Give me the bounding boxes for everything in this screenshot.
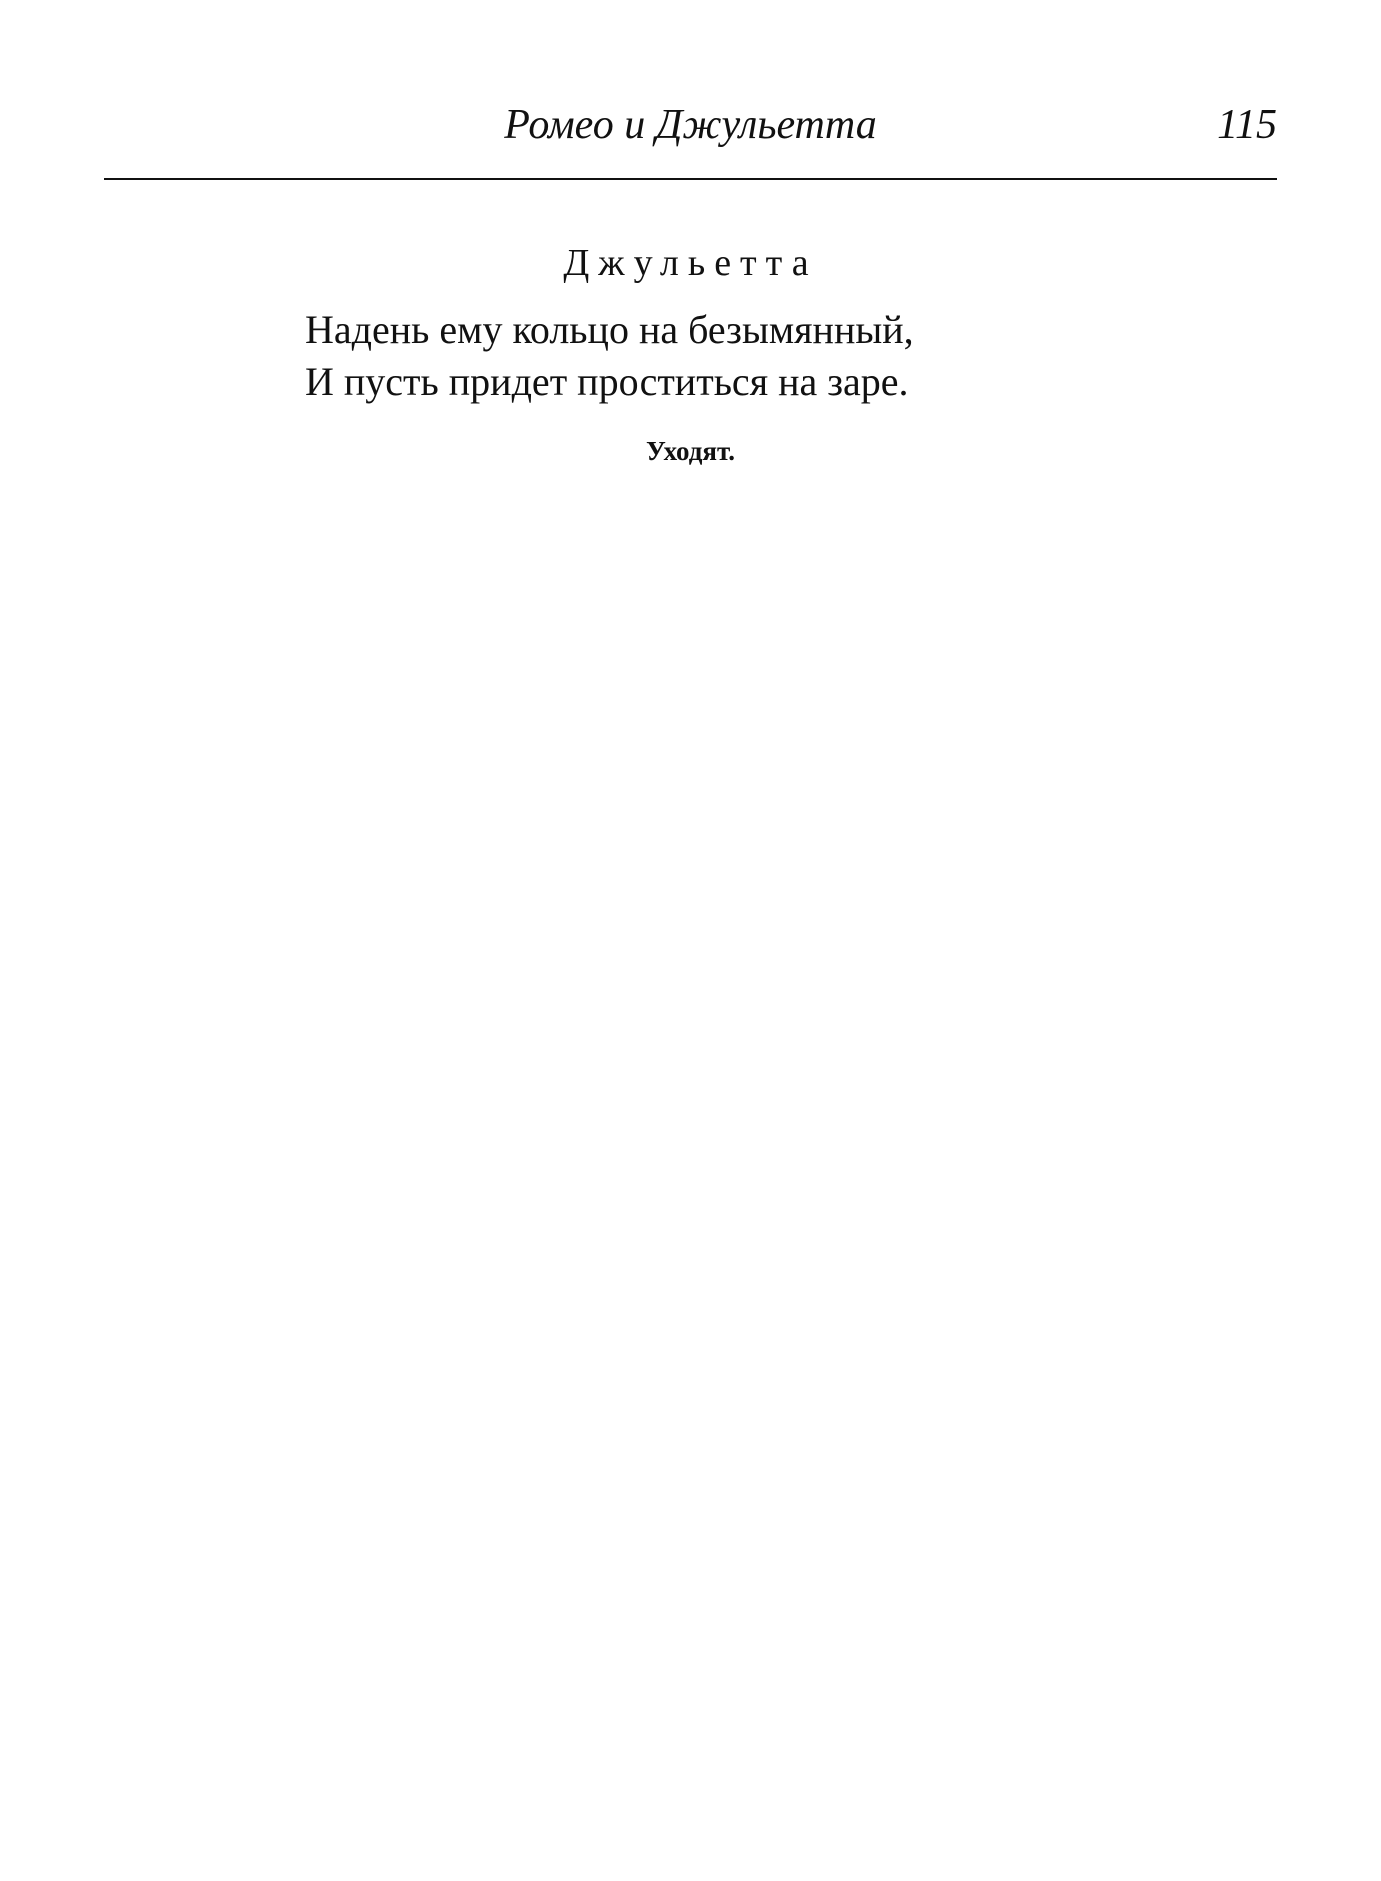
running-title: Ромео и Джульетта — [504, 102, 877, 148]
page-header — [104, 100, 1277, 170]
speaker-name: Джульетта — [563, 242, 818, 284]
page-number: 115 — [1217, 102, 1277, 148]
verse-line: Надень ему кольцо на безымянный, — [305, 307, 914, 352]
verse-line: И пусть придет проститься на заре. — [305, 359, 909, 404]
speech — [305, 304, 1205, 408]
stage-direction: Уходят. — [645, 436, 736, 466]
header-rule — [104, 178, 1277, 180]
